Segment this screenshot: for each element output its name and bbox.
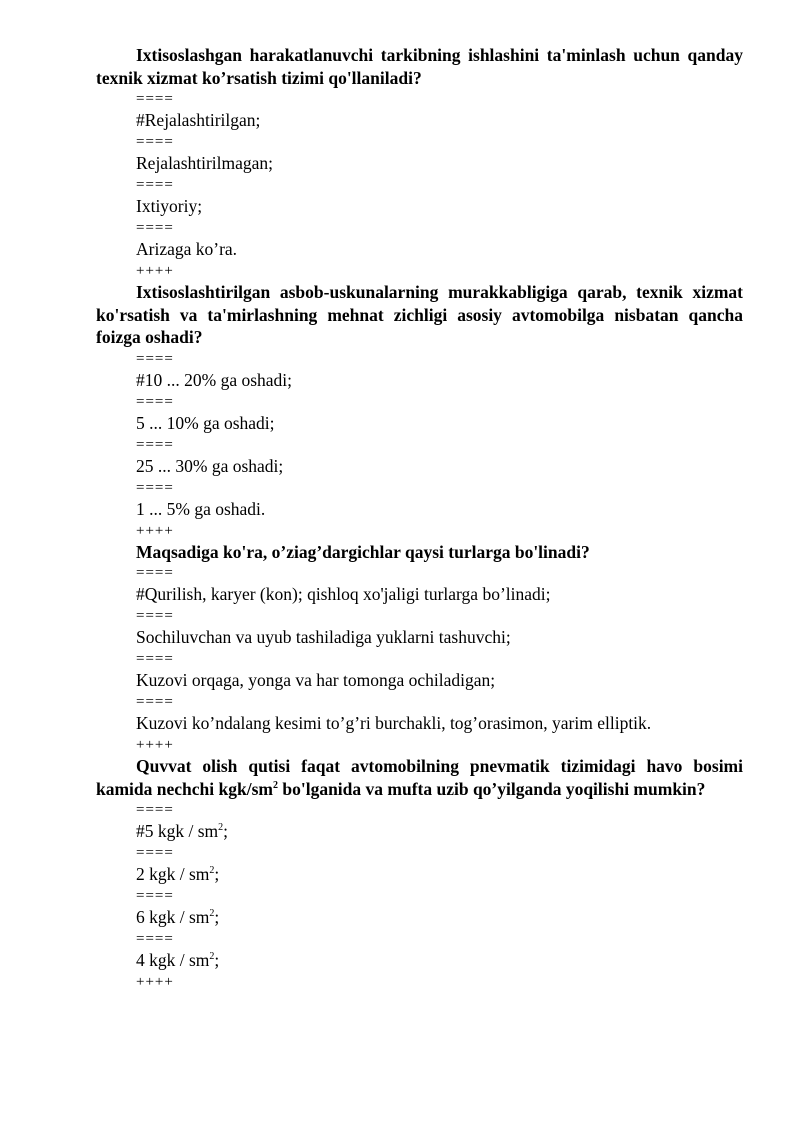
question-4-text bbox=[96, 755, 743, 800]
question-3-end-marker: ++++ bbox=[136, 737, 174, 753]
question-4-option-2 bbox=[96, 863, 743, 886]
question-3-option-3: Kuzovi orqaga, yonga va har tomonga ochiladigan; bbox=[136, 670, 496, 690]
question-3-option-4: Kuzovi ko’ndalang kesimi to’g’ri burchakli, tog’orasimon, yarim elliptik. bbox=[136, 713, 652, 733]
separator: ==== bbox=[136, 220, 174, 236]
superscript: 2 bbox=[209, 865, 215, 877]
separator: ==== bbox=[136, 436, 174, 453]
question-1-end-marker: ++++ bbox=[136, 263, 174, 279]
superscript: 2 bbox=[209, 951, 215, 963]
question-4-text-after: bo'lganida va mufta uzib qo’yilganda yoqilishi mumkin? bbox=[277, 778, 706, 799]
question-4-option-1 bbox=[96, 820, 743, 843]
question-2-option-1: #10 ... 20% ga oshadi; bbox=[136, 369, 293, 390]
question-4-end-marker: ++++ bbox=[136, 974, 174, 990]
separator: ==== bbox=[136, 888, 174, 904]
question-1-option-4: Arizaga ko’ra. bbox=[136, 239, 238, 259]
question-3-text: Maqsadiga ko'ra, o’ziag’dargichlar qaysi turlarga bo'linadi? bbox=[136, 541, 590, 562]
document-page bbox=[96, 44, 743, 992]
separator: ==== bbox=[136, 651, 174, 667]
question-2-option-4: 1 ... 5% ga oshadi. bbox=[136, 498, 266, 519]
separator: ==== bbox=[136, 177, 174, 193]
separator: ==== bbox=[136, 393, 174, 410]
separator: ==== bbox=[136, 802, 174, 818]
question-2-option-3: 25 ... 30% ga oshadi; bbox=[136, 455, 284, 476]
option-tail: ; bbox=[214, 950, 220, 970]
option-tail: ; bbox=[223, 821, 229, 841]
separator: ==== bbox=[136, 931, 174, 947]
separator: ==== bbox=[136, 694, 174, 710]
option-main: 2 kgk / sm bbox=[136, 864, 210, 884]
option-main: 4 kgk / sm bbox=[136, 950, 210, 970]
question-4-option-3 bbox=[96, 906, 743, 929]
question-2-end-marker: ++++ bbox=[136, 522, 174, 539]
question-2-text: Ixtisoslashtirilgan asbob-uskunalarning murakkabligiga qarab, texnik xizmat ko'rsatish va ta'mirlashning mehnat zichligi asosiy avtomobilga nisbatan qancha foizga oshadi? bbox=[96, 282, 743, 347]
option-tail: ; bbox=[214, 907, 220, 927]
question-1-text: Ixtisoslashgan harakatlanuvchi tarkibning ishlashini ta'minlash uchun qanday texnik xizmat ko’rsatish tizimi qo'llaniladi? bbox=[96, 45, 743, 88]
option-main: #5 kgk / sm bbox=[136, 821, 219, 841]
superscript: 2 bbox=[272, 779, 278, 791]
question-3-option-2: Sochiluvchan va uyub tashiladiga yuklarni tashuvchi; bbox=[136, 627, 511, 647]
separator: ==== bbox=[136, 565, 174, 581]
question-1-option-3: Ixtiyoriy; bbox=[136, 196, 203, 216]
separator: ==== bbox=[136, 845, 174, 861]
superscript: 2 bbox=[218, 822, 224, 834]
superscript: 2 bbox=[209, 908, 215, 920]
question-1-option-1: #Rejalashtirilgan; bbox=[136, 110, 261, 130]
question-1-option-2: Rejalashtirilmagan; bbox=[136, 153, 274, 173]
separator: ==== bbox=[136, 479, 174, 496]
separator: ==== bbox=[136, 608, 174, 624]
separator: ==== bbox=[136, 350, 174, 367]
separator: ==== bbox=[136, 134, 174, 150]
separator: ==== bbox=[136, 91, 174, 107]
question-4-option-4 bbox=[96, 949, 743, 972]
question-2-option-2: 5 ... 10% ga oshadi; bbox=[136, 412, 275, 433]
question-3-option-1: #Qurilish, karyer (kon); qishloq xo'jaligi turlarga bo’linadi; bbox=[136, 584, 551, 604]
option-main: 6 kgk / sm bbox=[136, 907, 210, 927]
option-tail: ; bbox=[214, 864, 220, 884]
question-4-text-before: Quvvat olish qutisi faqat avtomobilning pnevmatik tizimidagi havo bosimi kamida nechchi kgk/sm bbox=[96, 756, 743, 799]
